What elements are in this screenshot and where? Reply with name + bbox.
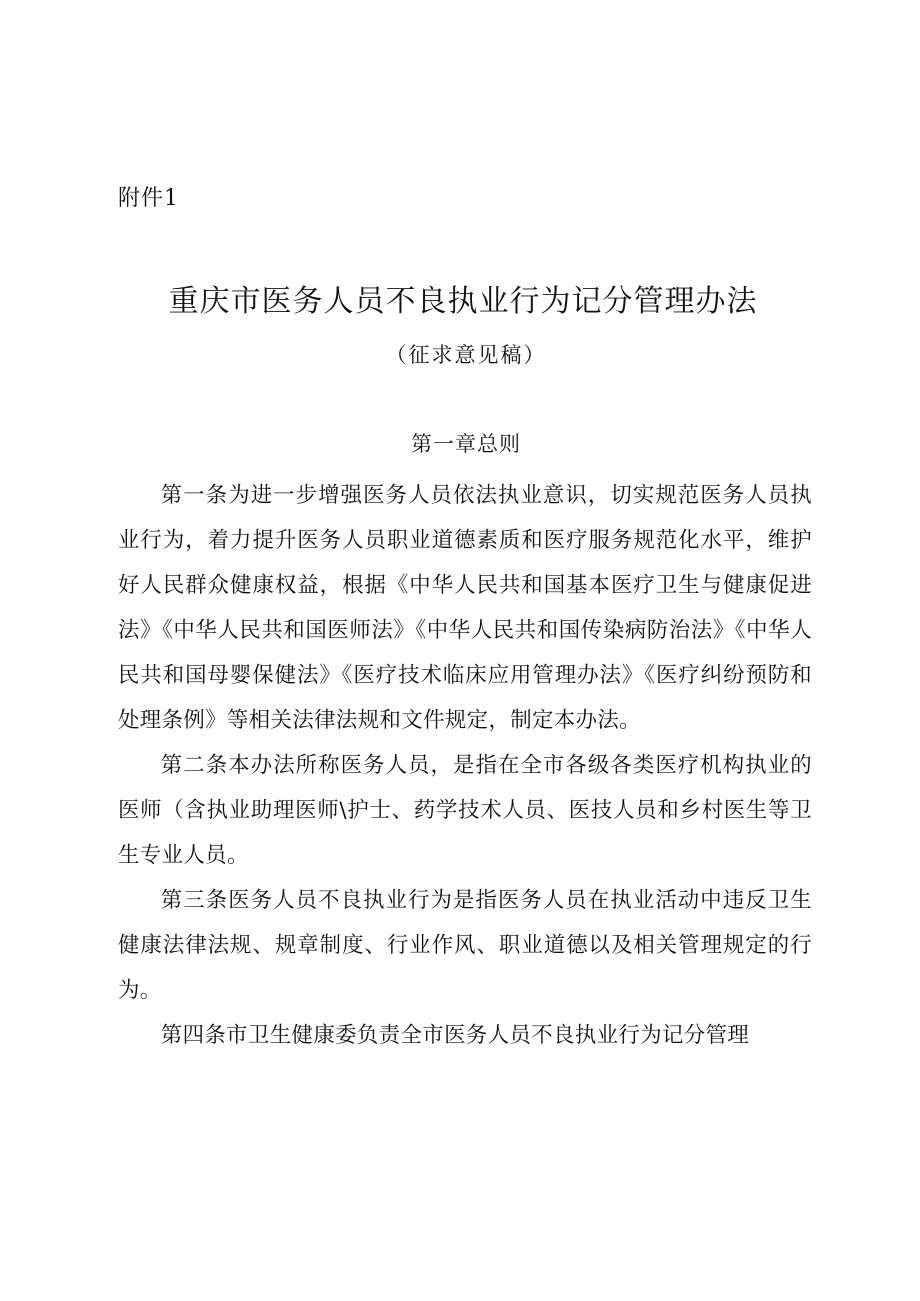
article-2-paragraph: 第二条本办法所称医务人员，是指在全市各级各类医疗机构执业的医师（含执业助理医师\护士、药学技术人员、医技人员和乡村医生等卫生专业人员。: [118, 753, 812, 868]
attachment-number: 1: [164, 186, 180, 211]
document-subtitle: （征求意见稿）: [385, 343, 547, 367]
article-1-paragraph: 第一条为进一步增强医务人员依法执业意识，切实规范医务人员执业行为，着力提升医务人员职业道德素质和医疗服务规范化水平，维护好人民群众健康权益，根据《中华人民共和国基本医疗卫生与健康促进法》《中华人民共和国医师法》《中华人民共和国传染病防治法》《中华人民共和国母婴保健法》《医疗技术临床应用管理办法》《医疗纠纷预防和处理条例》等相关法律法规和文件规定，制定本办法。: [118, 483, 812, 733]
document-title: 重庆市医务人员不良执业行为记分管理办法: [168, 284, 758, 319]
attachment-label: [118, 183, 179, 215]
attachment-label-text: 附件: [118, 186, 165, 211]
article-4-paragraph: 第四条市卫生健康委负责全市医务人员不良执业行为记分管理: [160, 1023, 750, 1048]
document-body: [118, 473, 812, 1058]
article-3-paragraph: 第三条医务人员不良执业行为是指医务人员在执业活动中违反卫生健康法律法规、规章制度、行业作风、职业道德以及相关管理规定的行为。: [118, 888, 812, 1003]
chapter-heading: 第一章总则: [411, 432, 521, 456]
